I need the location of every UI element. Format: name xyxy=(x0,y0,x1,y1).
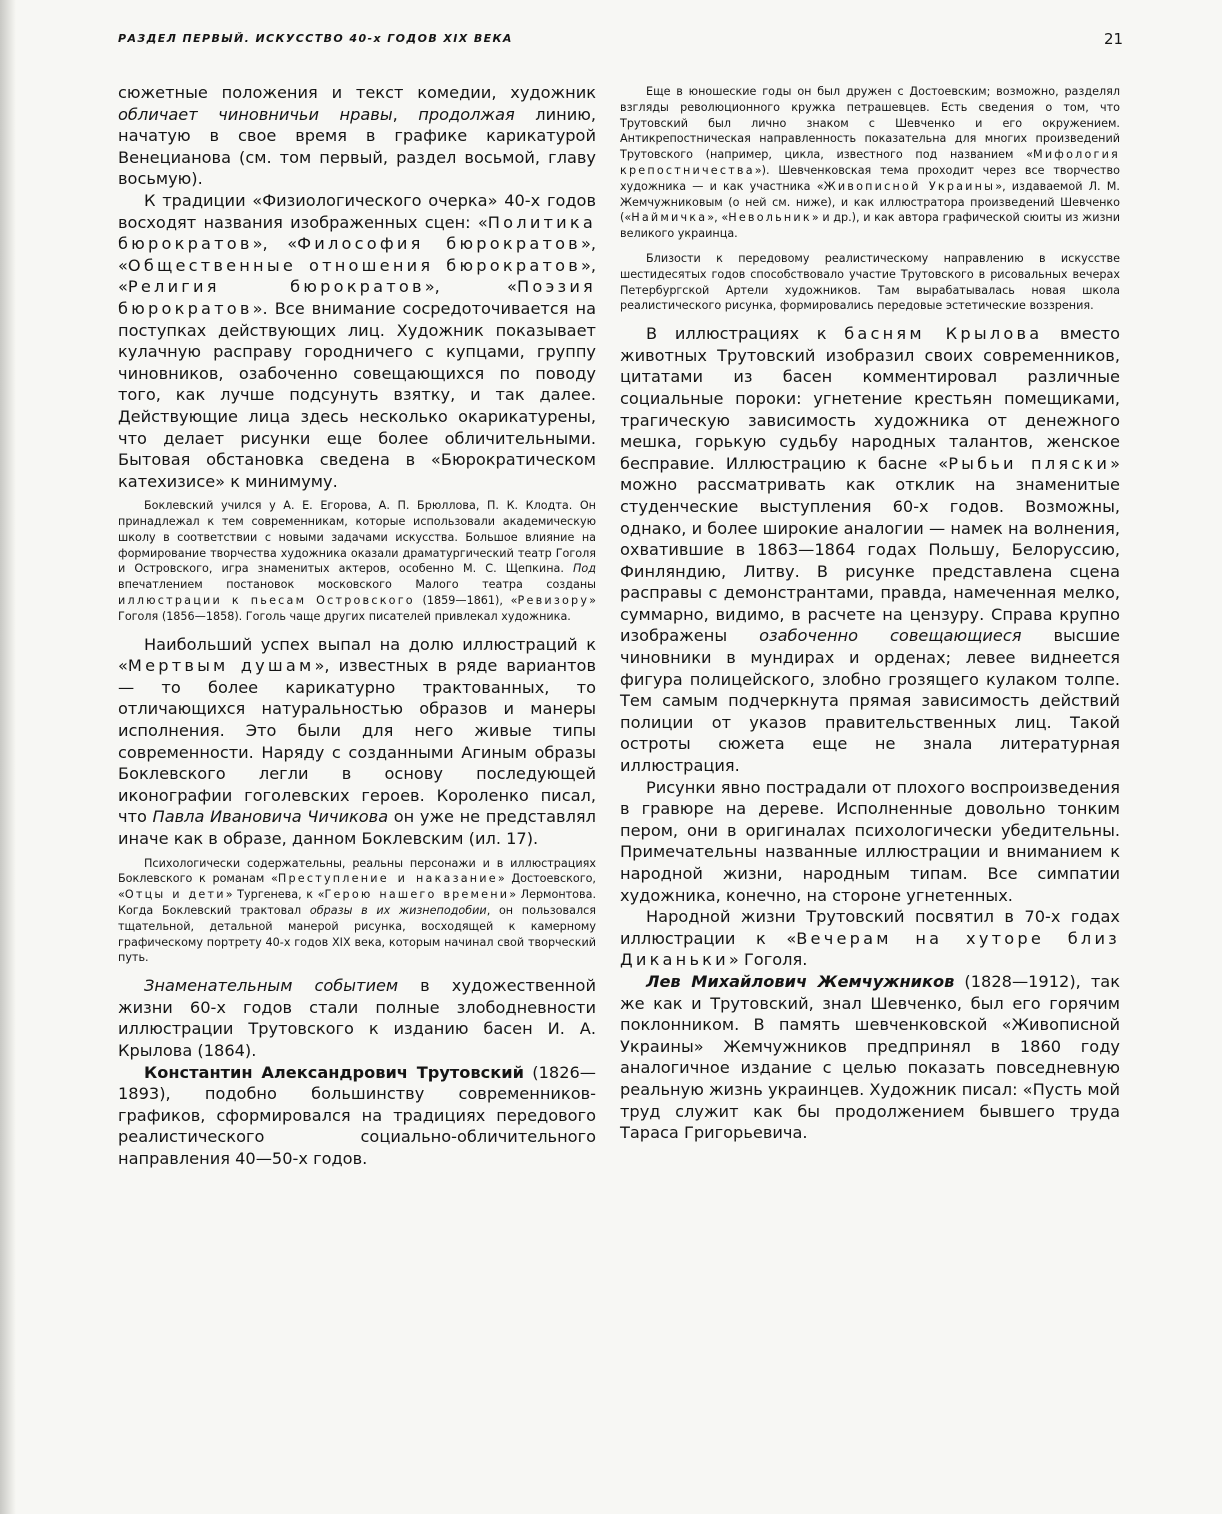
note-2: Психологически содержательны, реальны персонажи и в иллюстрациях Боклевского к романам «Преступление и наказание» Достоевского, «Отцы и дети» Тургенева, к «Герою нашего времени» Лермонтова. Когда Боклевский трактовал образы в их жизнеподобии, он пользовался тщательной, детальной манерой рисунка, восходящей к камерному графическому портрету 40-х годов XIX века, которым начинал свой творческий путь. xyxy=(118,856,597,965)
note-1: Боклевский учился у А. Е. Егорова, А. П. Брюллова, П. К. Клодта. Он принадлежал к тем современникам, которые использовали академическую школу в соответствии с новыми задачами искусства. Большое влияние на формирование творчества художника оказали драматургический театр Гоголя и Островского, игра знаменитых актеров, особенно М. С. Щепкина. Под впечатлением постановок московского Малого театра созданы иллюстрации к пьесам Островского (1859—1861), «Ревизору» Гоголя (1856—1858). Гоголь чаще других писателей привлекал художника. xyxy=(118,499,597,623)
paragraph-2: К традиции «Физиологического очерка» 40-х годов восходят названия изображенных сцен: «Политика бюрократов», «Философия бюрократов», «Общественные отношения бюрократов», «Религия бюрократов», «Поэзия бюрократов». Все внимание сосредоточивается на поступках действующих лиц. Художник показывает кулачную расправу городничего с купцами, группу чиновников, озабоченно совещающихся по поводу того, как лучше подсунуть взятку, и так далее. Действующие лица здесь несколько окарикатурены, что делает рисунки еще более обличительными. Бытовая обстановка сведена в «Бюрократическом катехизисе» к минимуму. xyxy=(118,190,596,491)
note-4: Близости к передовому реалистическому направлению в искусстве шестидесятых годов способствовало участие Трутовского в рисовальных вечерах Петербургской Артели художников. Там вырабатывалась новая школа реалистического рисунка, формировались передовые эстетические воззрения. xyxy=(620,251,1120,313)
paragraph-6: В иллюстрациях к басням Крылова вместо животных Трутовский изобразил своих современников, цитатами из басен комментировал различные социальные пороки: угнетение крестьян помещиками, трагическую зависимость художника от денежного мешка, горькую судьбу народных талантов, женское бесправие. Иллюстрацию к басне «Рыбьи пляски» можно рассматривать как отклик на знаменитые студенческие выступления 60-х годов. Возможны, однако, и более широкие аналогии — намек на волнения, охватившие в 1863—1864 годах Польшу, Белоруссию, Финляндию, Литву. В рисунке представлена сцена расправы с демонстрантами, правда, намеченная мелко, суммарно, видимо, в расчете на цензуру. Справа крупно изображены озабоченно совещающиеся высшие чиновники в мундирах и орденах; левее виднеется фигура полицейского, злобно грозящего кулаком толпе. Тем самым подчеркнута прямая зависимость действий полиции от указов правительственных лиц. Такой остроты сюжета еще не знала литературная иллюстрация. xyxy=(620,324,1121,776)
page-gutter-shadow xyxy=(0,0,16,1514)
note-3: Еще в юношеские годы он был дружен с Достоевским; возможно, разделял взгляды революционного кружка петрашевцев. Есть сведения о том, что Трутовский был лично знаком с Шевченко и его окружением. Антикрепостническая направленность показательна для многих произведений Трутовского (например, цикла, известного под названием «Мифология крепостничества»). Шевченковская тема проходит через все творчество художника — и как участника «Живописной Украины», издаваемой Л. М. Жемчужниковым (о ней см. ниже), и как иллюстратора произведений Шевченко («Наймичка», «Невольник» и др.), и как автора графической сюиты из жизни великого украинца. xyxy=(620,85,1120,241)
paragraph-3: Наибольший успех выпал на долю иллюстраций к «Мертвым душам», известных в ряде вариантов — то более карикатурно трактованных, то отличающихся натуральностью образов и манеры исполнения. Это были для него живые типы современности. Наряду с созданными Агиным образы Боклевского легли в основу последующей иконографии гоголевских героев. Короленко писал, что Павла Ивановича Чичикова он уже не представлял иначе как в образе, данном Боклевским (ил. 17). xyxy=(118,634,596,848)
paragraph-8: Народной жизни Трутовский посвятил в 70-х годах иллюстрации к «Вечерам на хуторе близ Диканьки» Гоголя. xyxy=(620,907,1120,970)
page-number: 21 xyxy=(1104,30,1124,48)
right-column xyxy=(620,84,1120,1144)
paragraph-1: сюжетные положения и текст комедии, художник обличает чиновничьи нравы, продолжая линию, начатую в свое время в графике карикатурой Венецианова (см. том первый, раздел восьмой, главу восьмую). xyxy=(118,83,596,189)
left-column xyxy=(118,82,596,1170)
paragraph-4: Знаменательным событием в художественной жизни 60-х годов стали полные злободневности иллюстрации Трутовского к изданию басен И. А. Крылова (1864). xyxy=(118,976,596,1060)
paragraph-9: Лев Михайлович Жемчужников (1828—1912), так же как и Трутовский, знал Шевченко, был его горячим поклонником. В память шевченковской «Живописной Украины» Жемчужников предпринял в 1860 году аналогичное издание с целью показать повседневную реальную жизнь украинцев. Художник писал: «Пусть мой труд служит как бы продолжением бывшего труда Тараса Григорьевича. xyxy=(620,971,1120,1143)
running-head: РАЗДЕЛ ПЕРВЫЙ. ИСКУССТВО 40-х ГОДОВ XIX ВЕКА xyxy=(118,32,513,45)
paragraph-7: Рисунки явно пострадали от плохого воспроизведения в гравюре на дереве. Исполненные довольно тонким пером, они в оригиналах психологически убедительны. Примечательны названные иллюстрации и вниманием к народной жизни, народным типам. Все симпатии художника, конечно, на стороне угнетенных. xyxy=(620,777,1120,905)
paragraph-5: Константин Александрович Трутовский (1826—1893), подобно большинству современников-графиков, сформировался на традициях передового реалистического социально-обличительного направления 40—50-х годов. xyxy=(118,1062,596,1168)
